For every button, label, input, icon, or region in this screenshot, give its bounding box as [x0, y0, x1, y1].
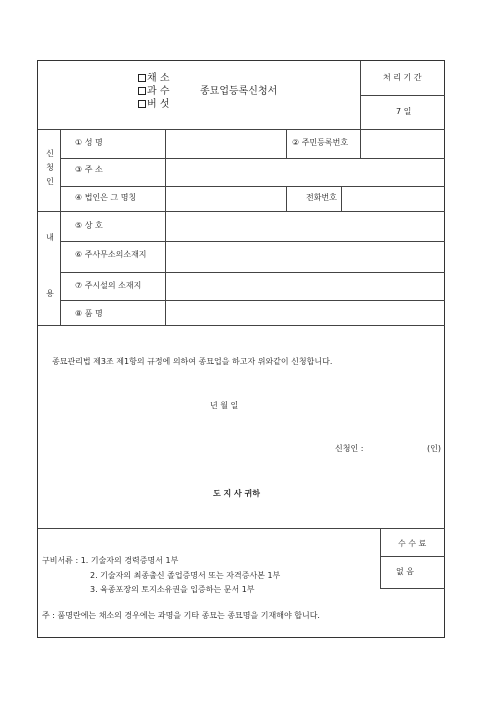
address-field[interactable]	[166, 159, 445, 185]
applicant-signature-label: 신청인 :	[335, 444, 364, 453]
checkbox-option-fruit-tree[interactable]: 과 수	[138, 86, 170, 99]
resident-number-field[interactable]	[361, 130, 445, 157]
checkbox-icon	[138, 100, 146, 108]
name-label: ① 성 명	[75, 138, 103, 147]
main-facility-location-field[interactable]	[166, 273, 445, 299]
phone-field[interactable]	[342, 187, 445, 210]
address-label: ③ 주 소	[75, 165, 103, 174]
seed-business-registration-form	[37, 60, 445, 638]
application-date: 년 월 일	[210, 401, 239, 410]
trade-name-field[interactable]	[166, 212, 445, 240]
checkbox-option-mushroom[interactable]: 버 섯	[138, 99, 170, 112]
phone-label: 전화번호	[306, 193, 337, 202]
fee-value: 없 음	[396, 567, 414, 576]
corporation-name-label: ④ 법인은 그 명칭	[75, 193, 137, 202]
form-title: 종묘업등록신청서	[200, 86, 278, 97]
footnote: 주 : 품명란에는 채소의 경우에는 과명을 기타 종묘는 종묘명을 기재해야 합니다.	[42, 611, 320, 620]
corporation-name-field[interactable]	[166, 187, 285, 210]
seal-mark: (인)	[427, 444, 441, 453]
main-office-location-field[interactable]	[166, 242, 445, 271]
content-section-label: 내 용	[46, 233, 54, 298]
addressee: 도 지 사 귀하	[213, 489, 260, 498]
applicant-section-label: 신 청 인	[46, 149, 54, 186]
required-documents-line-2: 2. 기술자의 최종출신 졸업증명서 또는 자격증사본 1부	[90, 571, 281, 580]
fee-label: 수 수 료	[398, 539, 427, 548]
applicant-signature-field[interactable]	[373, 441, 423, 455]
name-field[interactable]	[166, 130, 285, 157]
required-documents-line-1: 구비서류 : 1. 기술자의 경력증명서 1부	[42, 556, 179, 565]
checkbox-icon	[138, 87, 146, 95]
required-documents-line-3: 3. 육종포장의 토지소유권을 입증하는 문서 1부	[90, 585, 255, 594]
application-statement: 종묘관리법 제3조 제1항의 규정에 의하여 종묘업을 하고자 위와같이 신청합니다.	[52, 357, 333, 366]
variety-name-field[interactable]	[166, 301, 445, 325]
main-facility-location-label: ⑦ 주시설의 소재지	[75, 281, 142, 290]
variety-name-label: ⑧ 품 명	[75, 309, 103, 318]
checkbox-icon	[138, 74, 146, 82]
checkbox-option-vegetable[interactable]: 채 소	[138, 73, 170, 86]
processing-period-label: 처 리 기 간	[383, 73, 422, 82]
processing-period-value: 7 일	[396, 107, 412, 116]
resident-number-label: ② 주민등록번호	[292, 138, 349, 147]
trade-name-label: ⑤ 상 호	[75, 221, 103, 230]
main-office-location-label: ⑥ 주사무소의소재지	[75, 250, 147, 259]
title-checkbox-group	[138, 73, 170, 112]
